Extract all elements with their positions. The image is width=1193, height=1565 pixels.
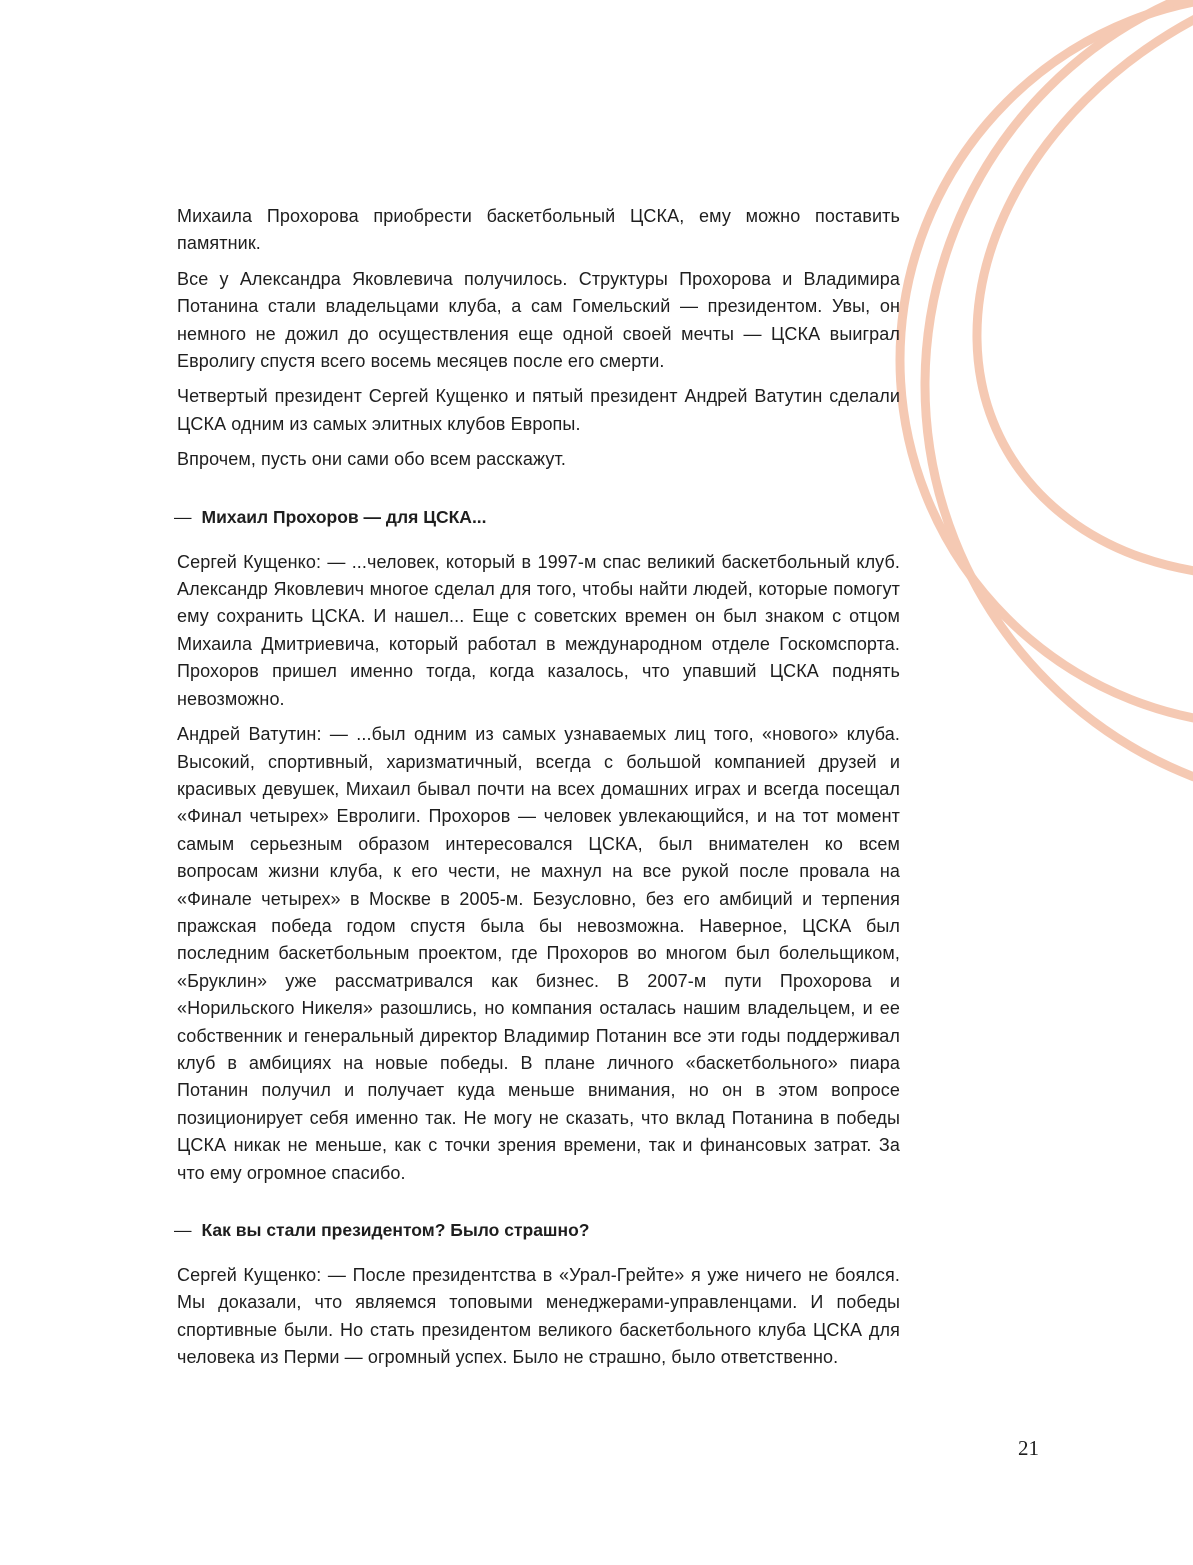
interview-question-2	[174, 1217, 897, 1244]
intro-paragraph-1: Михаила Прохорова приобрести баскетбольный ЦСКА, ему можно поставить памятник.	[177, 206, 900, 254]
interview-question-1	[174, 504, 897, 531]
question-dash: —	[174, 1220, 192, 1240]
article-body	[174, 203, 900, 1380]
answer-vatutin-1: Андрей Ватутин: — ...был одним из самых узнаваемых лиц того, «нового» клуба. Высокий, спортивный, харизматичный, всегда с большой компанией друзей и красивых девушек, Михаил бывал почти на всех домашних играх и всегда посещал «Финал четырех» Евролиги. Прохоров — человек увлекающийся, и на тот момент самым серьезным образом интересовался ЦСКА, был внимателен ко всем вопросам жизни клуба, к его чести, не махнул на все рукой после провала на «Финале четырех» в Москве в 2005-м. Безусловно, без его амбиций и терпения пражская победа годом спустя была бы невозможна. Наверное, ЦСКА был последним баскетбольным проектом, где Прохоров во многом был болельщиком, «Бруклин» уже рассматривался как бизнес. В 2007-м пути Прохорова и «Норильского Никеля» разошлись, но компания осталась нашим владельцем, и ее собственник и генеральный директор Владимир Потанин все эти годы поддерживал клуб в амбициях на новые победы. В плане личного «баскетбольного» пиара Потанин получил и получает куда меньше внимания, но он в этом вопросе позиционирует себя именно так. Не могу не сказать, что вклад Потанина в победы ЦСКА никак не меньше, как с точки зрения времени, так и финансовых затрат. За что ему огромное спасибо.	[177, 724, 900, 1183]
question-text: Как вы стали президентом? Было страшно?	[201, 1220, 590, 1240]
page-number: 21	[1018, 1436, 1039, 1460]
question-text: Михаил Прохоров — для ЦСКА...	[201, 506, 487, 527]
answer-kushchenko-1: Сергей Кущенко: — ...человек, который в 1997-м спас великий баскетбольный клуб. Александр Яковлевич многое сделал для того, чтобы найти людей, которые помогут ему сохранить ЦСКА. И нашел... Еще с советских времен он был знаком с отцом Михаила Дмитриевича, который работал в международном отделе Госкомспорта. Прохоров пришел именно тогда, когда казалось, что упавший ЦСКА поднять невозможно.	[177, 551, 900, 709]
answer-kushchenko-2: Сергей Кущенко: — После президентства в «Урал-Грейте» я уже ничего не боялся. Мы доказали, что являемся топовыми менеджерами-управленцами. И победы спортивные были. Но стать президентом великого баскетбольного клуба ЦСКА для человека из Перми — огромный успех. Было не страшно, было ответственно.	[177, 1265, 900, 1368]
intro-paragraph-4: Впрочем, пусть они сами обо всем расскажут.	[177, 449, 566, 470]
question-dash: —	[174, 506, 192, 527]
intro-paragraph-2: Все у Александра Яковлевича получилось. Структуры Прохорова и Владимира Потанина стали владельцами клуба, а сам Гомельский — президентом. Увы, он немного не дожил до осуществления еще одной своей мечты — ЦСКА выиграл Евролигу спустя всего восемь месяцев после его смерти.	[177, 268, 900, 372]
intro-paragraph-3: Четвертый президент Сергей Кущенко и пятый президент Андрей Ватутин сделали ЦСКА одним из самых элитных клубов Европы.	[177, 386, 900, 434]
